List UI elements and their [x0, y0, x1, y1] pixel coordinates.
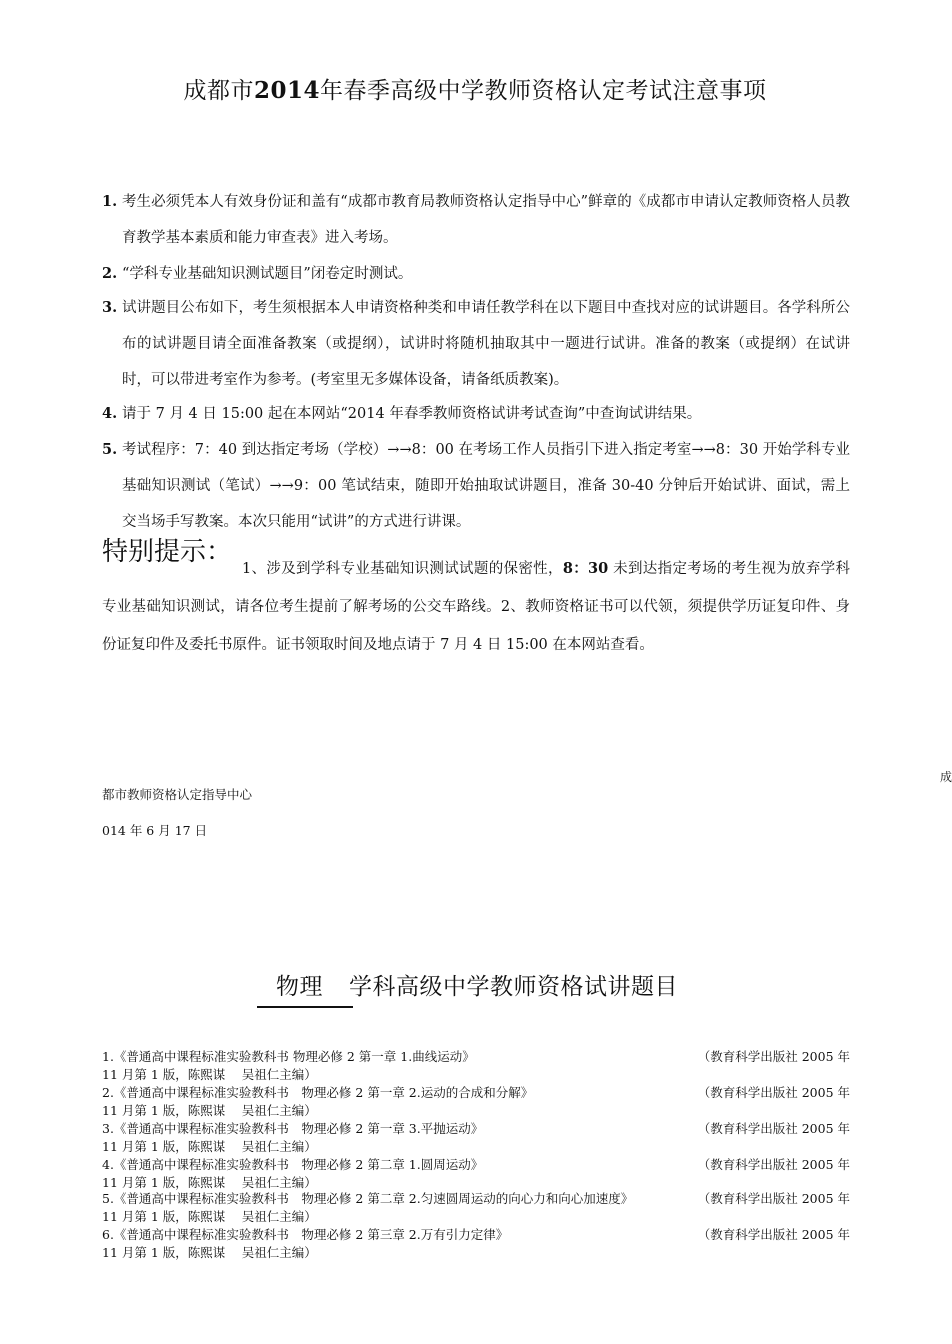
notice-text: 考生必须凭本人有效身份证和盖有“成都市教育局教师资格认定指导中心”鲜章的《成都市申请认定教师资格人员教育教学基本素质和能力审查表》进入考场。	[122, 194, 850, 246]
signature-date: 014 年 6 月 17 日	[102, 823, 208, 838]
topic-edition: 11 月第 1 版，陈熙谋 吴祖仁主编）	[102, 1139, 317, 1154]
topic-item	[102, 1156, 850, 1192]
topic-item	[102, 1226, 850, 1262]
topic-publisher: （教育科学出版社 2005 年	[697, 1049, 850, 1064]
notice-number: 4.	[102, 405, 118, 422]
topic-publisher: （教育科学出版社 2005 年	[697, 1085, 850, 1100]
topic-item	[102, 1048, 850, 1084]
section-title-text: 学科高级中学教师资格试讲题目	[349, 974, 678, 1000]
special-heading: 特别提示：	[102, 537, 233, 567]
notice-number: 1.	[102, 193, 118, 210]
signature-org: 都市教师资格认定指导中心	[102, 787, 253, 802]
topic-edition: 11 月第 1 版，陈熙谋 吴祖仁主编）	[102, 1103, 317, 1118]
subject-underline	[257, 1006, 353, 1008]
topic-title: 4.《普通高中课程标准实验教科书 物理必修 2 第二章 1.圆周运动》	[102, 1157, 484, 1172]
topic-item	[102, 1084, 850, 1120]
notice-number: 3.	[102, 299, 118, 316]
notice-number: 5.	[102, 441, 118, 458]
notice-item-4	[102, 396, 850, 432]
notice-number: 2.	[102, 265, 118, 282]
topic-publisher: （教育科学出版社 2005 年	[697, 1191, 850, 1206]
topic-publisher: （教育科学出版社 2005 年	[697, 1157, 850, 1172]
special-time: 8：30	[562, 560, 609, 577]
topic-item	[102, 1190, 850, 1226]
section-subject: 物理	[276, 974, 323, 1000]
topic-edition: 11 月第 1 版，陈熙谋 吴祖仁主编）	[102, 1175, 317, 1190]
notice-item-1	[102, 184, 850, 256]
notice-item-2	[102, 256, 850, 292]
edge-char: 成	[940, 770, 952, 784]
notice-text: “学科专业基础知识测试题目”闭卷定时测试。	[122, 266, 413, 282]
special-part-2: 未到达指定考场的考生视为放弃学科专业基础知识测试，请各位考生提前了解考场的公交车路线。2、教师资格证书可以代领，须提供学历证复印件、身份证复印件及委托书原件。证书领取时间及地点请于 7 月 4 日 15:00 在本网站查看。	[102, 561, 850, 653]
notice-text: 考试程序：7：40 到达指定考场（学校）→→8：00 在考场工作人员指引下进入指定考室→→8：30 开始学科专业基础知识测试（笔试）→→9：00 笔试结束，随即开始抽取试讲题目，准备 30-40 分钟后开始试讲、面试，需上交当场手写教案。本次只能用“试讲”的方式进行讲课。	[122, 442, 850, 530]
topic-item	[102, 1120, 850, 1156]
page-title	[0, 72, 950, 105]
title-year: 2014	[253, 77, 320, 104]
topic-title: 6.《普通高中课程标准实验教科书 物理必修 2 第三章 2.万有引力定律》	[102, 1227, 509, 1242]
topic-title: 1.《普通高中课程标准实验教科书 物理必修 2 第一章 1.曲线运动》	[102, 1049, 475, 1064]
section-title	[276, 968, 678, 1001]
topic-title: 3.《普通高中课程标准实验教科书 物理必修 2 第一章 3.平抛运动》	[102, 1121, 484, 1136]
topic-edition: 11 月第 1 版，陈熙谋 吴祖仁主编）	[102, 1209, 317, 1224]
topic-publisher: （教育科学出版社 2005 年	[697, 1121, 850, 1136]
topic-edition: 11 月第 1 版，陈熙谋 吴祖仁主编）	[102, 1067, 317, 1082]
special-notice	[102, 550, 850, 664]
notice-item-5	[102, 432, 850, 540]
notice-item-3	[102, 290, 850, 398]
notice-text: 试讲题目公布如下，考生须根据本人申请资格种类和申请任教学科在以下题目中查找对应的试讲题目。各学科所公布的试讲题目请全面准备教案（或提纲），试讲时将随机抽取其中一题进行试讲。准备的教案（或提纲）在试讲时，可以带进考室作为参考。(考室里无多媒体设备，请备纸质教案)。	[122, 300, 850, 388]
topic-publisher: （教育科学出版社 2005 年	[697, 1227, 850, 1242]
title-prefix: 成都市	[183, 78, 254, 104]
topic-title: 5.《普通高中课程标准实验教科书 物理必修 2 第二章 2.匀速圆周运动的向心力和向心加速度》	[102, 1191, 634, 1206]
title-suffix: 年春季高级中学教师资格认定考试注意事项	[320, 78, 767, 104]
topic-edition: 11 月第 1 版，陈熙谋 吴祖仁主编）	[102, 1245, 317, 1260]
notice-text: 请于 7 月 4 日 15:00 起在本网站“2014 年春季教师资格试讲考试查询”中查询试讲结果。	[122, 406, 702, 422]
special-part-1: 1、涉及到学科专业基础知识测试试题的保密性，	[242, 561, 563, 577]
topic-title: 2.《普通高中课程标准实验教科书 物理必修 2 第一章 2.运动的合成和分解》	[102, 1085, 534, 1100]
